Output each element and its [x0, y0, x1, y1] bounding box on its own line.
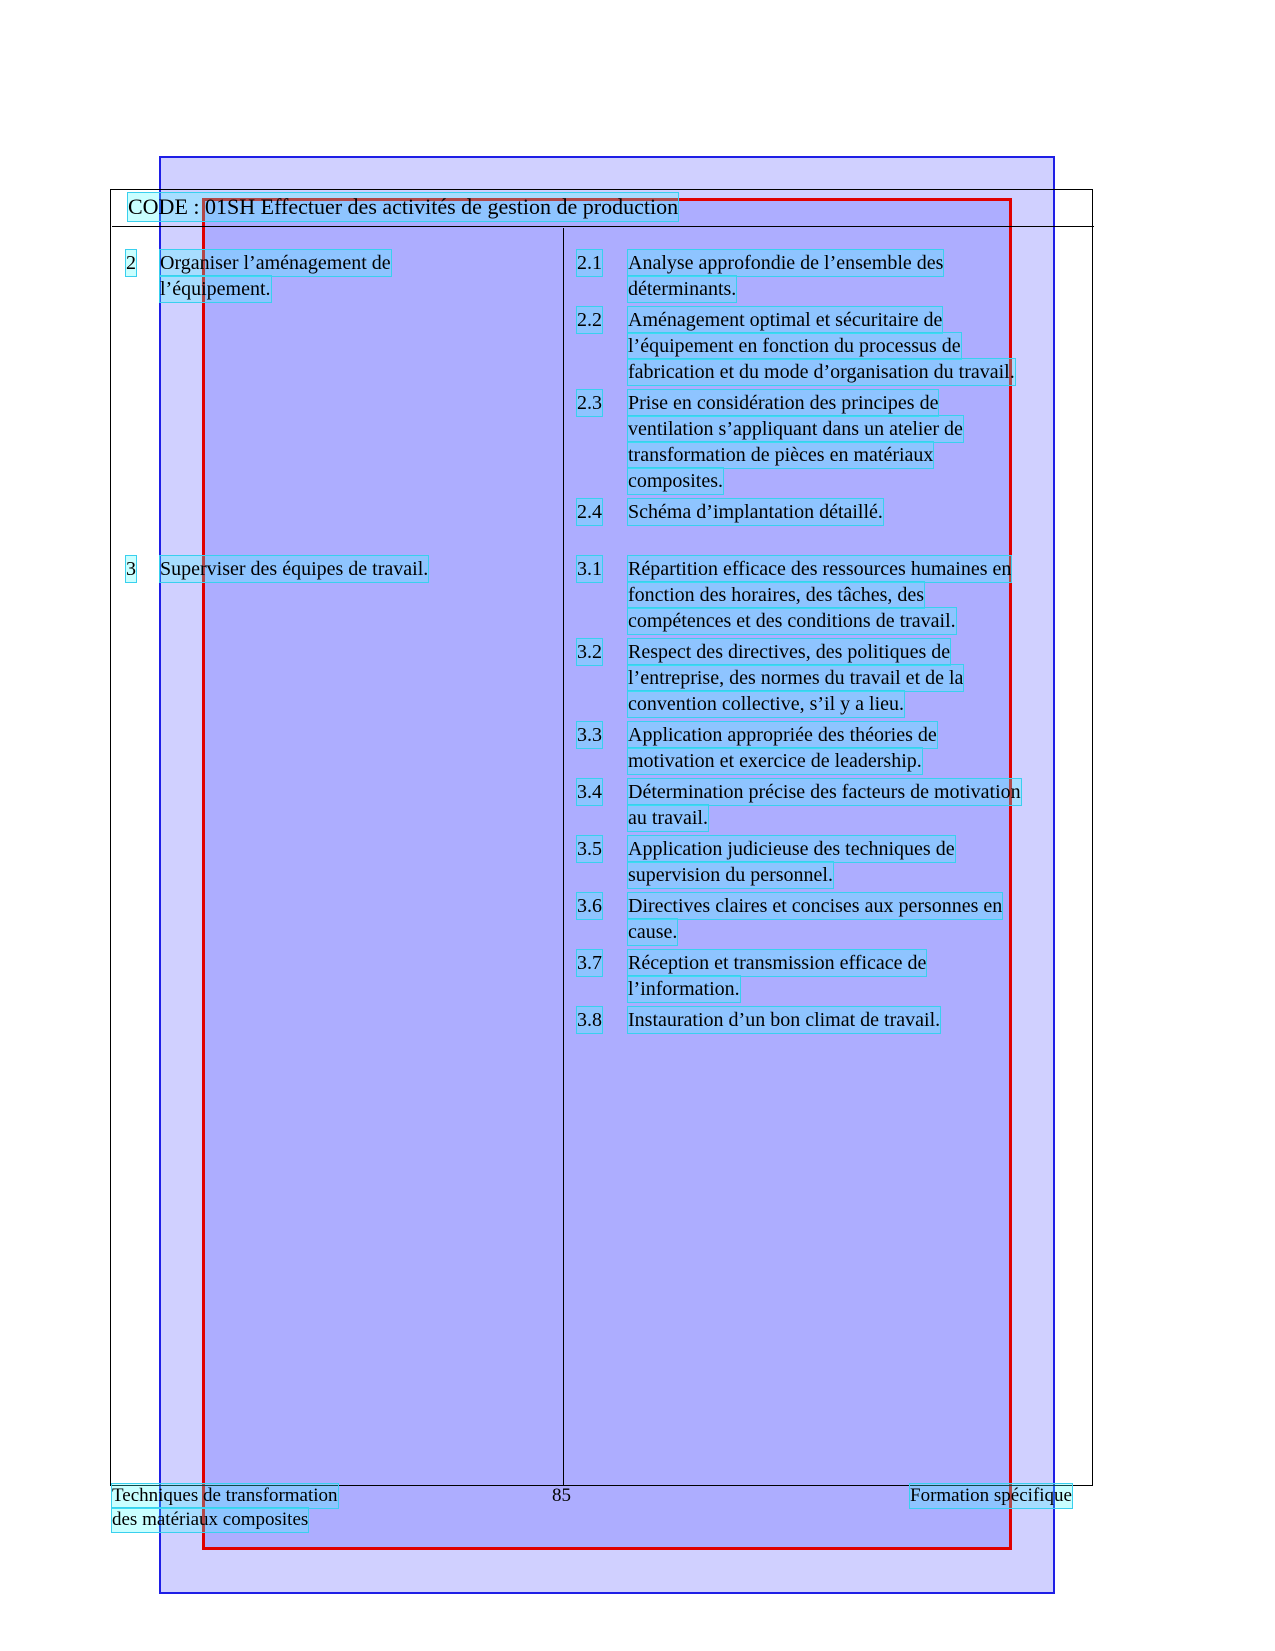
criterion-text-line: Répartition efficace des ressources humaines en — [628, 558, 1012, 580]
criterion-text-line: convention collective, s’il y a lieu. — [628, 693, 905, 715]
criterion-number: 3.8 — [577, 1009, 602, 1031]
criterion-number: 3.7 — [577, 952, 602, 974]
criterion-text-line: compétences et des conditions de travail. — [628, 610, 956, 632]
element-text-line: l’équipement. — [160, 278, 271, 300]
criterion-text-line: Aménagement optimal et sécuritaire de — [628, 309, 943, 331]
criterion-text-line: transformation de pièces en matériaux — [628, 444, 934, 466]
criterion-text-line: Prise en considération des principes de — [628, 392, 939, 414]
criterion-text-line: supervision du personnel. — [628, 864, 833, 886]
footer-right: Formation spécifique — [910, 1485, 1072, 1506]
criterion-number: 3.6 — [577, 895, 602, 917]
code-value: 01SH — [205, 194, 256, 219]
footer-left-line2: des matériaux composites — [112, 1509, 309, 1530]
criterion-text-line: motivation et exercice de leadership. — [628, 750, 922, 772]
page-number: 85 — [552, 1485, 571, 1506]
criterion-text-line: cause. — [628, 921, 678, 943]
criterion-text-line: l’équipement en fonction du processus de — [628, 335, 961, 357]
criterion-text-line: Analyse approfondie de l’ensemble des — [628, 252, 944, 274]
header-divider — [112, 226, 1094, 227]
criterion-text-line: Instauration d’un bon climat de travail. — [628, 1009, 941, 1031]
criterion-text-line: l’entreprise, des normes du travail et de la — [628, 667, 964, 689]
criterion-number: 3.4 — [577, 781, 602, 803]
criterion-number: 3.2 — [577, 641, 602, 663]
criterion-text-line: composites. — [628, 470, 723, 492]
criterion-number: 3.1 — [577, 558, 602, 580]
code-label: CODE : — [128, 194, 200, 219]
criterion-text-line: Directives claires et concises aux personnes en — [628, 895, 1003, 917]
code-header — [128, 193, 678, 221]
criterion-text-line: Application judicieuse des techniques de — [628, 838, 955, 860]
criterion-text-line: ventilation s’appliquant dans un atelier de — [628, 418, 963, 440]
criterion-number: 2.4 — [577, 501, 602, 523]
criterion-text-line: fonction des horaires, des tâches, des — [628, 584, 925, 606]
criterion-text-line: Détermination précise des facteurs de motivation — [628, 781, 1021, 803]
criterion-text-line: Respect des directives, des politiques de — [628, 641, 951, 663]
criterion-text-line: au travail. — [628, 807, 708, 829]
footer-left-line1: Techniques de transformation — [112, 1485, 338, 1506]
criterion-number: 3.5 — [577, 838, 602, 860]
criterion-text-line: Réception et transmission efficace de — [628, 952, 927, 974]
competency-title: Effectuer des activités de gestion de production — [260, 194, 679, 219]
element-number: 2 — [126, 252, 136, 274]
criterion-text-line: fabrication et du mode d’organisation du travail. — [628, 361, 1015, 383]
element-number: 3 — [126, 558, 136, 580]
criterion-number: 2.1 — [577, 252, 602, 274]
criterion-number: 2.3 — [577, 392, 602, 414]
criterion-number: 2.2 — [577, 309, 602, 331]
criterion-number: 3.3 — [577, 724, 602, 746]
criterion-text-line: Schéma d’implantation détaillé. — [628, 501, 883, 523]
element-text-line: Organiser l’aménagement de — [160, 252, 391, 274]
criterion-text-line: Application appropriée des théories de — [628, 724, 937, 746]
criterion-text-line: l’information. — [628, 978, 740, 1000]
column-divider — [563, 228, 564, 1486]
criterion-text-line: déterminants. — [628, 278, 737, 300]
element-text-line: Superviser des équipes de travail. — [160, 558, 429, 580]
